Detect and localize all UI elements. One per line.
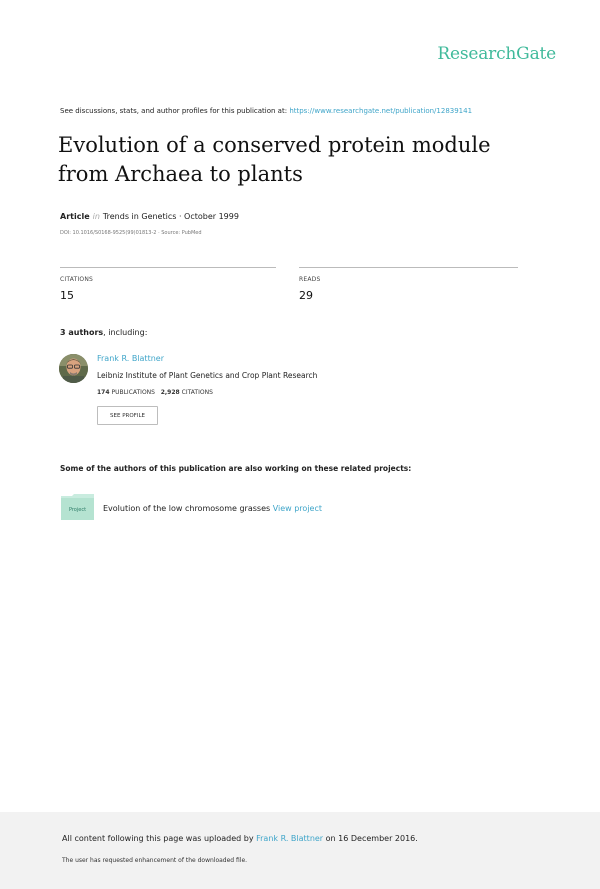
author-photo-icon <box>59 354 88 383</box>
see-profile-button[interactable]: SEE PROFILE <box>97 406 158 425</box>
author-stats <box>97 389 213 396</box>
citations-divider <box>60 267 276 268</box>
upload-prefix: All content following this page was uploaded by <box>62 834 254 843</box>
enhancement-note: The user has requested enhancement of the downloaded file. <box>62 857 248 864</box>
in-word: in <box>92 212 100 221</box>
project-folder-icon <box>61 494 94 520</box>
citations-label: CITATIONS <box>60 276 94 283</box>
authors-heading <box>60 328 147 337</box>
uploader-link[interactable]: Frank R. Blattner <box>256 834 324 843</box>
reads-label: READS <box>299 276 321 283</box>
project-title: Evolution of the low chromosome grasses <box>103 504 271 513</box>
reads-divider <box>299 267 518 268</box>
citations-value: 15 <box>60 289 74 302</box>
upload-suffix: on 16 December 2016. <box>325 834 418 843</box>
project-item <box>103 504 322 513</box>
footer-band <box>0 812 600 889</box>
discussion-line <box>60 107 472 115</box>
upload-note <box>62 834 418 843</box>
publication-meta <box>60 212 239 221</box>
author-publications-label: PUBLICATIONS <box>111 389 155 396</box>
authors-count: 3 authors <box>60 328 104 337</box>
author-citations-count: 2,928 <box>160 389 180 396</box>
author-name-link[interactable]: Frank R. Blattner <box>97 354 164 363</box>
discussion-prefix: See discussions, stats, and author profiles for this publication at: <box>60 107 288 115</box>
author-avatar[interactable] <box>59 354 88 383</box>
author-institution: Leibniz Institute of Plant Genetics and Crop Plant Research <box>97 371 318 380</box>
journal-date: Trends in Genetics · October 1999 <box>102 212 239 221</box>
related-projects-heading: Some of the authors of this publication are also working on these related projects: <box>60 464 412 473</box>
author-publications-count: 174 <box>97 389 110 396</box>
view-project-link[interactable]: View project <box>272 504 322 513</box>
researchgate-logo[interactable]: ResearchGate <box>437 44 556 64</box>
doi-line: DOI: 10.1016/S0168-9525(99)01813-2 · Source: PubMed <box>60 230 202 236</box>
project-icon-label: Project <box>68 507 87 513</box>
publication-url-link[interactable]: https://www.researchgate.net/publication/12839141 <box>289 107 473 115</box>
publication-type: Article <box>60 212 90 221</box>
reads-value: 29 <box>299 289 313 302</box>
authors-including: , including: <box>103 328 148 337</box>
author-citations-label: CITATIONS <box>181 389 213 396</box>
publication-title: Evolution of a conserved protein module from Archaea to plants <box>58 133 491 186</box>
